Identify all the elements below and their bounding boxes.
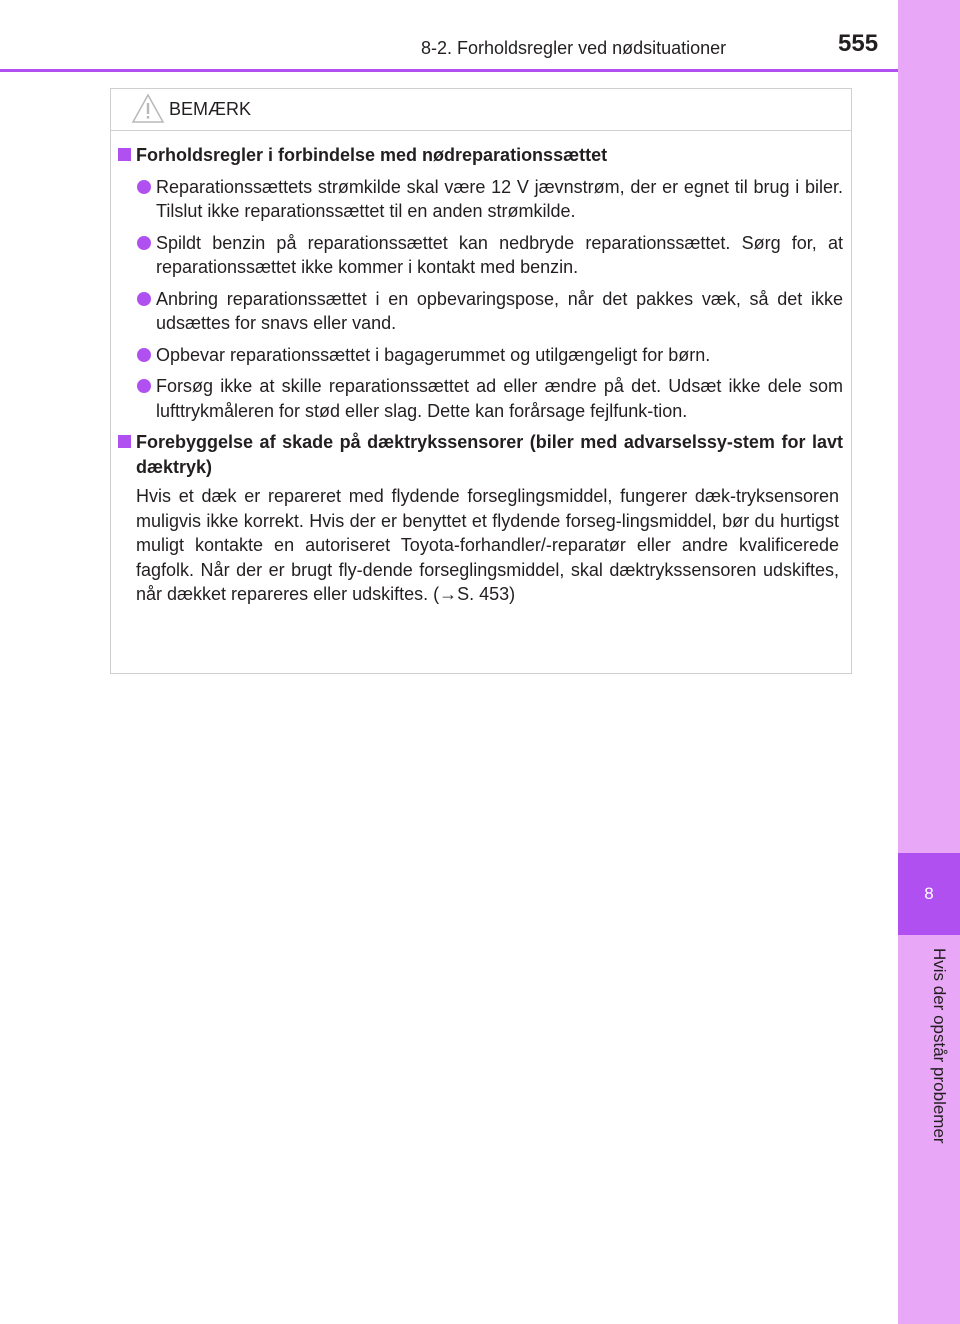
list-item-text: Anbring reparationssættet i en opbevaringspose, når det pakkes væk, så det ikke udsættes for snavs eller vand.	[156, 288, 843, 333]
list-item	[111, 343, 843, 368]
page-number: 555	[838, 30, 879, 57]
circle-bullet-icon	[137, 292, 151, 306]
chapter-title: Hvis der opstår problemer	[930, 948, 949, 1144]
circle-bullet-icon	[137, 236, 151, 250]
warning-triangle-icon	[131, 93, 165, 124]
chapter-number-tab[interactable]: 8	[898, 853, 960, 935]
notice-box	[110, 88, 852, 674]
section-heading	[111, 143, 843, 168]
section-heading-text: Forholdsregler i forbindelse med nødreparationssættet	[136, 145, 608, 165]
notice-label: BEMÆRK	[169, 99, 252, 119]
circle-bullet-icon	[137, 180, 151, 194]
circle-bullet-icon	[137, 348, 151, 362]
square-bullet-icon	[118, 148, 131, 161]
list-item-text: Reparationssættets strømkilde skal være 12 V jævnstrøm, der er egnet til brug i biler. Tilslut ikke reparationssættet til en anden strømkilde.	[156, 176, 843, 221]
square-bullet-icon	[118, 435, 131, 448]
section-heading	[111, 430, 843, 479]
list-item	[111, 374, 843, 423]
notice-header	[111, 89, 851, 131]
list-item	[111, 231, 843, 280]
section-heading-text: Forebyggelse af skade på dæktrykssensorer (biler med advarselssy-stem for lavt dæktryk)	[136, 432, 843, 477]
notice-content	[111, 143, 853, 607]
section-paragraph: Hvis et dæk er repareret med flydende forseglingsmiddel, fungerer dæk-tryksensoren muligvis ikke korrekt. Hvis der er benyttet et flydende forseg-lingsmiddel, bør du hurtigst muligt kontakte en autoriseret Toyota-forhandler/-reparatør eller andre kvalificerede fagfolk. Når der er brugt fly-dende forseglingsmiddel, skal dæktrykssensoren udskiftes, når dækket repareres eller udskiftes. (→S. 453)	[136, 486, 839, 604]
list-item	[111, 287, 843, 336]
section-title: 8-2. Forholdsregler ved nødsituationer	[421, 38, 727, 58]
list-item-text: Forsøg ikke at skille reparationssættet ad eller ændre på det. Udsæt ikke dele som lufttrykmåleren for stød eller slag. Dette kan forårsage fejlfunk-tion.	[156, 376, 843, 421]
list-item	[111, 175, 843, 224]
list-item-text: Opbevar reparationssættet i bagagerummet og utilgængeligt for børn.	[156, 344, 711, 365]
circle-bullet-icon	[137, 379, 151, 393]
list-item-text: Spildt benzin på reparationssættet kan nedbryde reparationssættet. Sørg for, at reparationssættet ikke kommer i kontakt med benzin.	[156, 232, 843, 277]
header-rule	[0, 69, 898, 72]
